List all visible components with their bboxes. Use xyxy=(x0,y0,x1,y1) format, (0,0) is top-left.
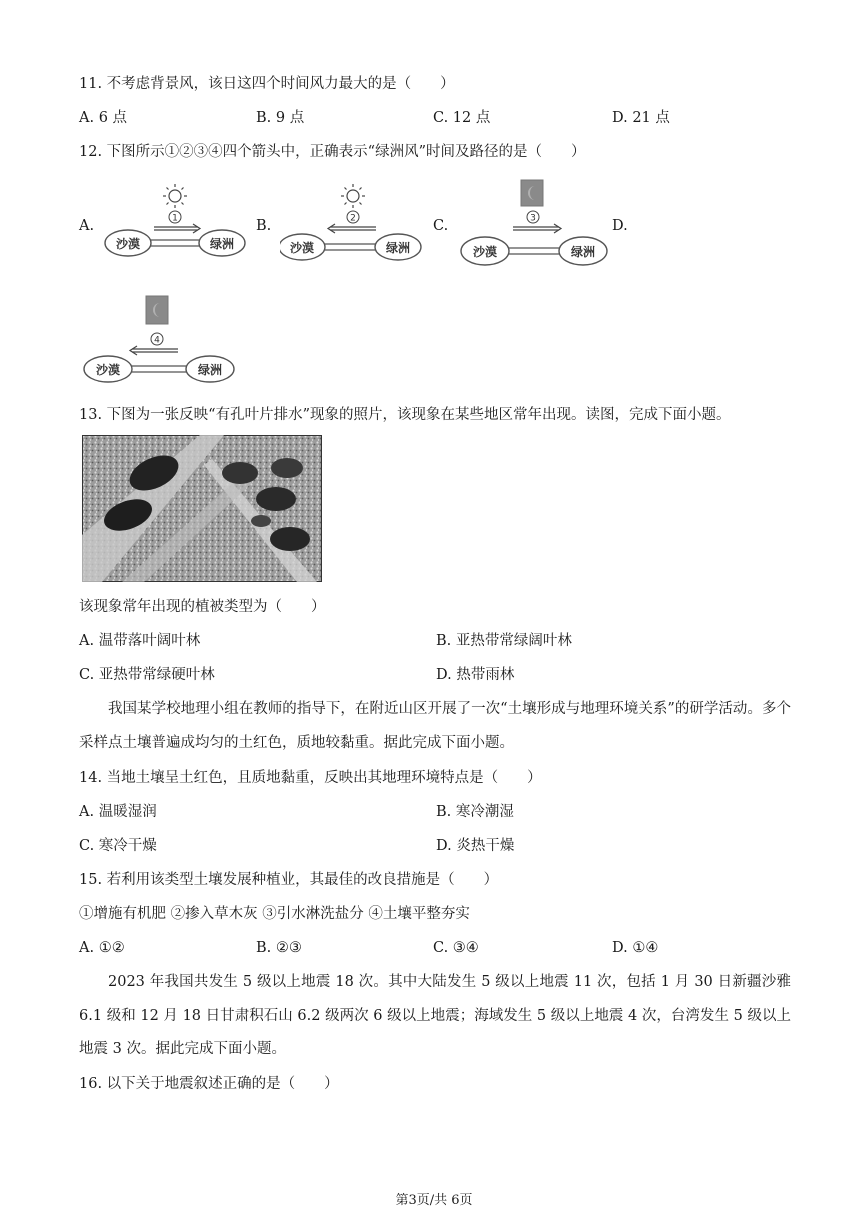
q14-option-b[interactable]: B. 寒冷潮湿 xyxy=(436,804,514,820)
desert-label: 沙漠 xyxy=(115,237,141,251)
svg-text:4: 4 xyxy=(154,335,160,346)
leaf-guttation-photo xyxy=(82,435,322,582)
passage-soil: 我国某学校地理小组在教师的指导下，在附近山区开展了一次“土壤形成与地理环境关系”的研学活动。多个采样点土壤普遍成均匀的土红色，质地较黏重。据此完成下面小题。 xyxy=(79,701,791,751)
q12-label-a[interactable]: A. xyxy=(79,218,95,234)
page-number: 第3页/共 6页 xyxy=(395,1193,473,1208)
q13-option-a[interactable]: A. 温带落叶阔叶林 xyxy=(79,633,201,649)
question-13-sub: 该现象常年出现的植被类型为（ ） xyxy=(79,599,326,615)
q12-label-b[interactable]: B. xyxy=(256,218,272,234)
number-2 xyxy=(347,211,359,224)
arrow-left xyxy=(130,346,178,355)
question-13-stem: 13. 下图为一张反映“有孔叶片排水”现象的照片，该现象在某些地区常年出现。读图，完成下面小题。 xyxy=(79,407,731,423)
q15-option-b[interactable]: B. ②③ xyxy=(256,940,302,956)
sun-icon xyxy=(341,184,365,208)
svg-text:1: 1 xyxy=(172,213,178,224)
q14-option-c[interactable]: C. 寒冷干燥 xyxy=(79,838,157,854)
oasis-label: 绿洲 xyxy=(209,237,235,251)
q11-option-a[interactable]: A. 6 点 xyxy=(79,110,128,126)
number-4 xyxy=(151,333,163,346)
sun-icon xyxy=(163,184,187,208)
diagram-d xyxy=(80,294,240,386)
diagram-c xyxy=(457,178,612,272)
desert-label: 沙漠 xyxy=(289,241,315,255)
oasis-label: 绿洲 xyxy=(570,245,596,259)
q13-option-b[interactable]: B. 亚热带常绿阔叶林 xyxy=(436,633,572,649)
arrow-right xyxy=(154,224,200,233)
number-1 xyxy=(169,211,181,224)
q15-option-d[interactable]: D. ①④ xyxy=(612,940,659,956)
oasis-label: 绿洲 xyxy=(385,241,411,255)
q14-option-a[interactable]: A. 温暖湿润 xyxy=(79,804,157,820)
svg-text:3: 3 xyxy=(530,213,536,224)
desert-label: 沙漠 xyxy=(472,245,498,259)
question-11-stem: 11. 不考虑背景风，该日这四个时间风力最大的是（ ） xyxy=(79,76,455,92)
question-15-items: ①增施有机肥 ②掺入草木灰 ③引水淋洗盐分 ④土壤平整夯实 xyxy=(79,906,470,922)
question-16-stem: 16. 以下关于地震叙述正确的是（ ） xyxy=(79,1076,339,1092)
q13-option-d[interactable]: D. 热带雨林 xyxy=(436,667,515,683)
q11-option-d[interactable]: D. 21 点 xyxy=(612,110,670,126)
q12-label-d[interactable]: D. xyxy=(612,218,628,234)
question-14-stem: 14. 当地土壤呈土红色，且质地黏重，反映出其地理环境特点是（ ） xyxy=(79,770,542,786)
oasis-label: 绿洲 xyxy=(197,363,223,377)
q13-option-c[interactable]: C. 亚热带常绿硬叶林 xyxy=(79,667,215,683)
q14-option-d[interactable]: D. 炎热干燥 xyxy=(436,838,515,854)
q15-option-c[interactable]: C. ③④ xyxy=(433,940,479,956)
q15-option-a[interactable]: A. ①② xyxy=(79,940,125,956)
question-12-stem: 12. 下图所示①②③④四个箭头中，正确表示“绿洲风”时间及路径的是（ ） xyxy=(79,144,586,160)
diagram-a xyxy=(102,182,252,272)
question-15-stem: 15. 若利用该类型土壤发展种植业，其最佳的改良措施是（ ） xyxy=(79,872,499,888)
moon-icon xyxy=(521,180,543,206)
passage-earthquake: 2023 年我国共发生 5 级以上地震 18 次。其中大陆发生 5 级以上地震 11 次，包括 1 月 30 日新疆沙雅 6.1 级和 12 月 18 日甘肃积石山 6.2 级两次 6 级以上地震；海域发生 5 级以上地震 4 次，台湾发生 5 级以上地震 3 次。据此完成下面小题。 xyxy=(79,974,791,1057)
svg-text:2: 2 xyxy=(350,213,356,224)
q12-label-c[interactable]: C. xyxy=(433,218,449,234)
number-3 xyxy=(527,211,539,224)
q11-option-c[interactable]: C. 12 点 xyxy=(433,110,491,126)
q11-option-b[interactable]: B. 9 点 xyxy=(256,110,305,126)
arrow-right xyxy=(513,224,561,233)
diagram-b xyxy=(280,182,430,272)
arrow-left xyxy=(328,224,376,233)
desert-label: 沙漠 xyxy=(95,363,121,377)
moon-icon xyxy=(146,296,168,324)
